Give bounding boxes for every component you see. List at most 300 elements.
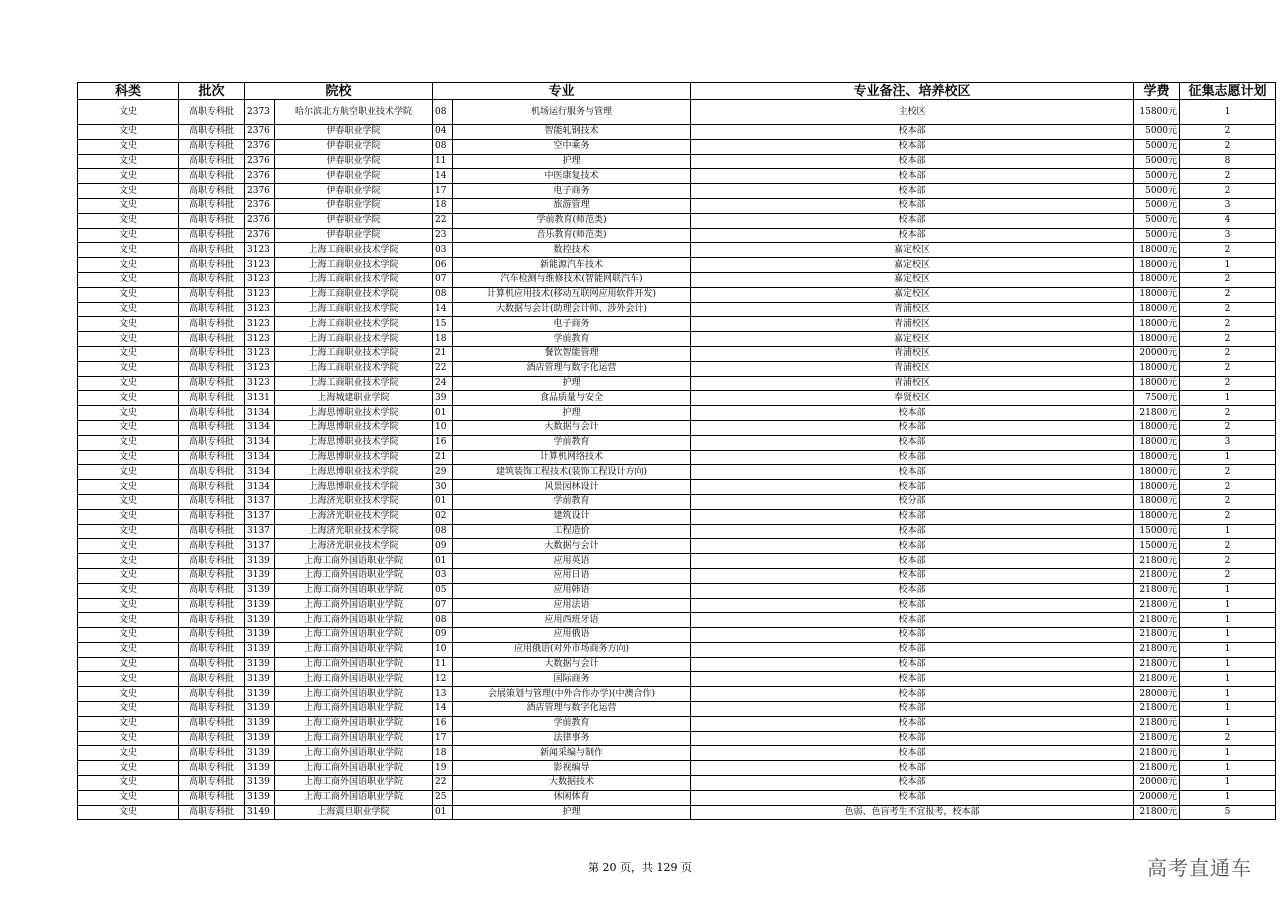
table-row (78, 583, 1276, 598)
category-cell: 文史 (78, 198, 179, 213)
table-row (78, 125, 1276, 140)
school-name-cell: 上海工商外国语职业学院 (275, 554, 433, 569)
plan-count-cell: 1 (1180, 450, 1276, 465)
school-name-cell: 上海城建职业学院 (275, 391, 433, 406)
batch-cell: 高职专科批 (179, 524, 245, 539)
tuition-cell: 5000元 (1134, 184, 1180, 199)
school-code-cell: 3139 (245, 716, 275, 731)
major-code-cell: 03 (433, 243, 453, 258)
plan-count-cell: 1 (1180, 687, 1276, 702)
major-code-cell: 01 (433, 805, 453, 820)
major-code-cell: 10 (433, 642, 453, 657)
school-code-cell: 3139 (245, 613, 275, 628)
batch-cell: 高职专科批 (179, 317, 245, 332)
school-code-cell: 2373 (245, 100, 275, 125)
notes-campus-cell: 校本部 (691, 554, 1134, 569)
major-name-cell: 护理 (453, 406, 691, 421)
plan-count-cell: 3 (1180, 198, 1276, 213)
major-code-cell: 01 (433, 406, 453, 421)
category-cell: 文史 (78, 139, 179, 154)
batch-cell: 高职专科批 (179, 731, 245, 746)
category-cell: 文史 (78, 480, 179, 495)
plan-count-cell: 1 (1180, 598, 1276, 613)
major-code-cell: 29 (433, 465, 453, 480)
table-row (78, 346, 1276, 361)
batch-cell: 高职专科批 (179, 243, 245, 258)
category-cell: 文史 (78, 524, 179, 539)
major-name-cell: 应用日语 (453, 568, 691, 583)
major-code-cell: 09 (433, 539, 453, 554)
major-name-cell: 护理 (453, 154, 691, 169)
notes-campus-cell: 校本部 (691, 672, 1134, 687)
notes-campus-cell: 校本部 (691, 524, 1134, 539)
tuition-cell: 18000元 (1134, 465, 1180, 480)
major-name-cell: 应用英语 (453, 554, 691, 569)
major-code-cell: 01 (433, 554, 453, 569)
table-row (78, 465, 1276, 480)
category-cell: 文史 (78, 672, 179, 687)
table-row (78, 302, 1276, 317)
tuition-cell: 18000元 (1134, 480, 1180, 495)
school-name-cell: 上海工商职业技术学院 (275, 376, 433, 391)
major-name-cell: 应用俄语 (453, 628, 691, 643)
category-cell: 文史 (78, 213, 179, 228)
school-code-cell: 2376 (245, 139, 275, 154)
plan-count-cell: 1 (1180, 761, 1276, 776)
major-code-cell: 19 (433, 761, 453, 776)
major-code-cell: 30 (433, 480, 453, 495)
table-row (78, 332, 1276, 347)
school-name-cell: 上海工商职业技术学院 (275, 258, 433, 273)
tuition-cell: 5000元 (1134, 198, 1180, 213)
notes-campus-cell: 主校区 (691, 100, 1134, 125)
major-code-cell: 07 (433, 598, 453, 613)
header-notes-campus: 专业备注、培养校区 (691, 83, 1134, 100)
category-cell: 文史 (78, 406, 179, 421)
school-code-cell: 3123 (245, 258, 275, 273)
school-name-cell: 上海思博职业技术学院 (275, 480, 433, 495)
notes-campus-cell: 校本部 (691, 480, 1134, 495)
major-name-cell: 会展策划与管理(中外合作办学)(中澳合作) (453, 687, 691, 702)
major-code-cell: 08 (433, 100, 453, 125)
table-row (78, 613, 1276, 628)
batch-cell: 高职专科批 (179, 465, 245, 480)
plan-count-cell: 1 (1180, 258, 1276, 273)
plan-count-cell: 1 (1180, 391, 1276, 406)
school-name-cell: 上海工商职业技术学院 (275, 332, 433, 347)
category-cell: 文史 (78, 583, 179, 598)
school-name-cell: 上海工商外国语职业学院 (275, 583, 433, 598)
batch-cell: 高职专科批 (179, 169, 245, 184)
table-row (78, 642, 1276, 657)
major-name-cell: 大数据与会计 (453, 420, 691, 435)
tuition-cell: 5000元 (1134, 213, 1180, 228)
tuition-cell: 21800元 (1134, 702, 1180, 717)
major-name-cell: 学前教育 (453, 435, 691, 450)
notes-campus-cell: 校本部 (691, 213, 1134, 228)
major-name-cell: 影视编导 (453, 761, 691, 776)
plan-count-cell: 2 (1180, 361, 1276, 376)
category-cell: 文史 (78, 154, 179, 169)
school-name-cell: 上海工商外国语职业学院 (275, 687, 433, 702)
header-tuition: 学费 (1134, 83, 1180, 100)
tuition-cell: 20000元 (1134, 346, 1180, 361)
major-name-cell: 学前教育(师范类) (453, 213, 691, 228)
plan-count-cell: 2 (1180, 184, 1276, 199)
major-name-cell: 数控技术 (453, 243, 691, 258)
major-code-cell: 39 (433, 391, 453, 406)
major-code-cell: 18 (433, 332, 453, 347)
table-row (78, 746, 1276, 761)
plan-count-cell: 2 (1180, 302, 1276, 317)
batch-cell: 高职专科批 (179, 184, 245, 199)
table-row (78, 139, 1276, 154)
school-name-cell: 上海济光职业技术学院 (275, 524, 433, 539)
plan-count-cell: 1 (1180, 642, 1276, 657)
notes-campus-cell: 青浦校区 (691, 317, 1134, 332)
school-name-cell: 上海工商外国语职业学院 (275, 702, 433, 717)
table-row (78, 702, 1276, 717)
notes-campus-cell: 色弱、色盲考生不宜报考，校本部 (691, 805, 1134, 820)
major-name-cell: 智能轧钢技术 (453, 125, 691, 140)
school-name-cell: 上海工商外国语职业学院 (275, 776, 433, 791)
major-name-cell: 大数据与会计 (453, 539, 691, 554)
table-row (78, 731, 1276, 746)
header-category: 科类 (78, 83, 179, 100)
major-name-cell: 酒店管理与数字化运营 (453, 361, 691, 376)
category-cell: 文史 (78, 790, 179, 805)
notes-campus-cell: 校本部 (691, 790, 1134, 805)
table-row (78, 169, 1276, 184)
tuition-cell: 18000元 (1134, 272, 1180, 287)
admission-plan-table (77, 82, 1276, 820)
table-row (78, 628, 1276, 643)
category-cell: 文史 (78, 776, 179, 791)
plan-count-cell: 4 (1180, 213, 1276, 228)
plan-count-cell: 2 (1180, 406, 1276, 421)
notes-campus-cell: 青浦校区 (691, 361, 1134, 376)
batch-cell: 高职专科批 (179, 406, 245, 421)
school-code-cell: 2376 (245, 213, 275, 228)
plan-count-cell: 1 (1180, 100, 1276, 125)
batch-cell: 高职专科批 (179, 554, 245, 569)
tuition-cell: 18000元 (1134, 332, 1180, 347)
table-row (78, 657, 1276, 672)
school-name-cell: 伊春职业学院 (275, 198, 433, 213)
tuition-cell: 18000元 (1134, 509, 1180, 524)
school-code-cell: 2376 (245, 198, 275, 213)
batch-cell: 高职专科批 (179, 628, 245, 643)
plan-count-cell: 2 (1180, 494, 1276, 509)
batch-cell: 高职专科批 (179, 776, 245, 791)
category-cell: 文史 (78, 628, 179, 643)
plan-count-cell: 2 (1180, 465, 1276, 480)
major-code-cell: 10 (433, 420, 453, 435)
major-name-cell: 国际商务 (453, 672, 691, 687)
notes-campus-cell: 校本部 (691, 687, 1134, 702)
notes-campus-cell: 校本部 (691, 761, 1134, 776)
school-code-cell: 3139 (245, 554, 275, 569)
tuition-cell: 5000元 (1134, 139, 1180, 154)
batch-cell: 高职专科批 (179, 702, 245, 717)
batch-cell: 高职专科批 (179, 539, 245, 554)
batch-cell: 高职专科批 (179, 154, 245, 169)
table-row (78, 406, 1276, 421)
school-name-cell: 伊春职业学院 (275, 228, 433, 243)
school-name-cell: 上海工商职业技术学院 (275, 243, 433, 258)
tuition-cell: 18000元 (1134, 494, 1180, 509)
tuition-cell: 21800元 (1134, 672, 1180, 687)
school-code-cell: 3134 (245, 450, 275, 465)
category-cell: 文史 (78, 716, 179, 731)
tuition-cell: 5000元 (1134, 125, 1180, 140)
batch-cell: 高职专科批 (179, 598, 245, 613)
major-name-cell: 中医康复技术 (453, 169, 691, 184)
batch-cell: 高职专科批 (179, 287, 245, 302)
table-row (78, 776, 1276, 791)
table-row (78, 790, 1276, 805)
school-code-cell: 3139 (245, 731, 275, 746)
batch-cell: 高职专科批 (179, 657, 245, 672)
school-name-cell: 上海济光职业技术学院 (275, 539, 433, 554)
tuition-cell: 20000元 (1134, 790, 1180, 805)
tuition-cell: 21800元 (1134, 568, 1180, 583)
notes-campus-cell: 校本部 (691, 198, 1134, 213)
category-cell: 文史 (78, 598, 179, 613)
major-code-cell: 12 (433, 672, 453, 687)
school-code-cell: 3123 (245, 346, 275, 361)
notes-campus-cell: 校本部 (691, 450, 1134, 465)
batch-cell: 高职专科批 (179, 494, 245, 509)
table-row (78, 258, 1276, 273)
tuition-cell: 15800元 (1134, 100, 1180, 125)
major-code-cell: 15 (433, 317, 453, 332)
tuition-cell: 18000元 (1134, 317, 1180, 332)
major-code-cell: 22 (433, 213, 453, 228)
notes-campus-cell: 奉贤校区 (691, 391, 1134, 406)
header-batch: 批次 (179, 83, 245, 100)
batch-cell: 高职专科批 (179, 391, 245, 406)
notes-campus-cell: 青浦校区 (691, 302, 1134, 317)
notes-campus-cell: 校本部 (691, 642, 1134, 657)
major-code-cell: 17 (433, 731, 453, 746)
major-name-cell: 护理 (453, 376, 691, 391)
batch-cell: 高职专科批 (179, 642, 245, 657)
table-row (78, 228, 1276, 243)
notes-campus-cell: 校本部 (691, 435, 1134, 450)
table-header-row (78, 83, 1276, 100)
notes-campus-cell: 校本部 (691, 406, 1134, 421)
plan-count-cell: 2 (1180, 332, 1276, 347)
plan-count-cell: 8 (1180, 154, 1276, 169)
batch-cell: 高职专科批 (179, 376, 245, 391)
school-code-cell: 3139 (245, 761, 275, 776)
school-name-cell: 上海济光职业技术学院 (275, 494, 433, 509)
major-name-cell: 新能源汽车技术 (453, 258, 691, 273)
major-name-cell: 学前教育 (453, 716, 691, 731)
plan-count-cell: 1 (1180, 583, 1276, 598)
major-name-cell: 应用俄语(对外市场商务方向) (453, 642, 691, 657)
header-school: 院校 (245, 83, 433, 100)
table-row (78, 687, 1276, 702)
school-code-cell: 3134 (245, 480, 275, 495)
school-code-cell: 3139 (245, 746, 275, 761)
category-cell: 文史 (78, 450, 179, 465)
page-footer: 第 20 页，共 129 页 (588, 861, 692, 874)
notes-campus-cell: 校本部 (691, 716, 1134, 731)
category-cell: 文史 (78, 184, 179, 199)
notes-campus-cell: 校本部 (691, 598, 1134, 613)
notes-campus-cell: 校本部 (691, 139, 1134, 154)
plan-count-cell: 2 (1180, 376, 1276, 391)
batch-cell: 高职专科批 (179, 509, 245, 524)
school-code-cell: 3123 (245, 317, 275, 332)
major-name-cell: 电子商务 (453, 317, 691, 332)
school-name-cell: 上海工商职业技术学院 (275, 317, 433, 332)
school-name-cell: 上海工商职业技术学院 (275, 361, 433, 376)
category-cell: 文史 (78, 435, 179, 450)
school-name-cell: 上海工商外国语职业学院 (275, 731, 433, 746)
tuition-cell: 18000元 (1134, 302, 1180, 317)
tuition-cell: 21800元 (1134, 583, 1180, 598)
table-row (78, 524, 1276, 539)
notes-campus-cell: 校本部 (691, 169, 1134, 184)
table-row (78, 317, 1276, 332)
notes-campus-cell: 校本部 (691, 465, 1134, 480)
school-name-cell: 上海工商外国语职业学院 (275, 790, 433, 805)
plan-count-cell: 5 (1180, 805, 1276, 820)
table-row (78, 761, 1276, 776)
tuition-cell: 21800元 (1134, 598, 1180, 613)
major-code-cell: 18 (433, 746, 453, 761)
notes-campus-cell: 嘉定校区 (691, 272, 1134, 287)
school-name-cell: 上海思博职业技术学院 (275, 435, 433, 450)
tuition-cell: 5000元 (1134, 169, 1180, 184)
school-code-cell: 3139 (245, 628, 275, 643)
notes-campus-cell: 校本部 (691, 613, 1134, 628)
school-code-cell: 3139 (245, 790, 275, 805)
school-code-cell: 3149 (245, 805, 275, 820)
category-cell: 文史 (78, 332, 179, 347)
school-name-cell: 上海工商外国语职业学院 (275, 628, 433, 643)
school-name-cell: 上海工商外国语职业学院 (275, 746, 433, 761)
category-cell: 文史 (78, 125, 179, 140)
major-code-cell: 07 (433, 272, 453, 287)
category-cell: 文史 (78, 687, 179, 702)
major-name-cell: 应用韩语 (453, 583, 691, 598)
plan-count-cell: 2 (1180, 317, 1276, 332)
tuition-cell: 18000元 (1134, 376, 1180, 391)
table-row (78, 154, 1276, 169)
tuition-cell: 18000元 (1134, 450, 1180, 465)
table-row (78, 376, 1276, 391)
plan-count-cell: 1 (1180, 672, 1276, 687)
category-cell: 文史 (78, 702, 179, 717)
major-code-cell: 13 (433, 687, 453, 702)
major-name-cell: 大数据与会计(助理会计师、涉外会计) (453, 302, 691, 317)
plan-count-cell: 3 (1180, 228, 1276, 243)
plan-count-cell: 1 (1180, 524, 1276, 539)
table-row (78, 198, 1276, 213)
tuition-cell: 15000元 (1134, 524, 1180, 539)
school-name-cell: 伊春职业学院 (275, 125, 433, 140)
school-code-cell: 3139 (245, 657, 275, 672)
major-name-cell: 大数据与会计 (453, 657, 691, 672)
table-row (78, 100, 1276, 125)
major-code-cell: 22 (433, 776, 453, 791)
school-code-cell: 3137 (245, 539, 275, 554)
major-name-cell: 空中乘务 (453, 139, 691, 154)
batch-cell: 高职专科批 (179, 746, 245, 761)
school-name-cell: 上海工商职业技术学院 (275, 302, 433, 317)
plan-count-cell: 3 (1180, 435, 1276, 450)
batch-cell: 高职专科批 (179, 613, 245, 628)
tuition-cell: 18000元 (1134, 420, 1180, 435)
batch-cell: 高职专科批 (179, 480, 245, 495)
tuition-cell: 18000元 (1134, 361, 1180, 376)
school-name-cell: 上海工商外国语职业学院 (275, 657, 433, 672)
major-code-cell: 16 (433, 716, 453, 731)
category-cell: 文史 (78, 302, 179, 317)
school-name-cell: 上海工商职业技术学院 (275, 272, 433, 287)
notes-campus-cell: 校本部 (691, 776, 1134, 791)
category-cell: 文史 (78, 420, 179, 435)
notes-campus-cell: 嘉定校区 (691, 332, 1134, 347)
plan-count-cell: 2 (1180, 554, 1276, 569)
major-code-cell: 21 (433, 450, 453, 465)
school-code-cell: 3123 (245, 361, 275, 376)
tuition-cell: 18000元 (1134, 287, 1180, 302)
tuition-cell: 21800元 (1134, 628, 1180, 643)
school-code-cell: 3137 (245, 509, 275, 524)
school-code-cell: 2376 (245, 125, 275, 140)
plan-count-cell: 1 (1180, 657, 1276, 672)
major-name-cell: 酒店管理与数字化运营 (453, 702, 691, 717)
table-row (78, 598, 1276, 613)
school-code-cell: 3139 (245, 568, 275, 583)
school-code-cell: 3134 (245, 406, 275, 421)
school-name-cell: 上海工商外国语职业学院 (275, 642, 433, 657)
batch-cell: 高职专科批 (179, 125, 245, 140)
batch-cell: 高职专科批 (179, 346, 245, 361)
major-code-cell: 22 (433, 361, 453, 376)
school-code-cell: 3139 (245, 583, 275, 598)
batch-cell: 高职专科批 (179, 568, 245, 583)
notes-campus-cell: 嘉定校区 (691, 258, 1134, 273)
school-name-cell: 上海思博职业技术学院 (275, 406, 433, 421)
school-code-cell: 3134 (245, 465, 275, 480)
school-name-cell: 上海震旦职业学院 (275, 805, 433, 820)
tuition-cell: 21800元 (1134, 657, 1180, 672)
major-code-cell: 08 (433, 287, 453, 302)
school-name-cell: 上海工商职业技术学院 (275, 287, 433, 302)
table-row (78, 568, 1276, 583)
major-name-cell: 建筑装饰工程技术(装饰工程设计方向) (453, 465, 691, 480)
category-cell: 文史 (78, 509, 179, 524)
header-major: 专业 (433, 83, 691, 100)
school-code-cell: 3139 (245, 598, 275, 613)
batch-cell: 高职专科批 (179, 332, 245, 347)
tuition-cell: 15000元 (1134, 539, 1180, 554)
major-name-cell: 建筑设计 (453, 509, 691, 524)
major-name-cell: 风景园林设计 (453, 480, 691, 495)
notes-campus-cell: 校本部 (691, 154, 1134, 169)
major-code-cell: 25 (433, 790, 453, 805)
notes-campus-cell: 校本部 (691, 420, 1134, 435)
plan-count-cell: 2 (1180, 346, 1276, 361)
major-code-cell: 24 (433, 376, 453, 391)
tuition-cell: 28000元 (1134, 687, 1180, 702)
